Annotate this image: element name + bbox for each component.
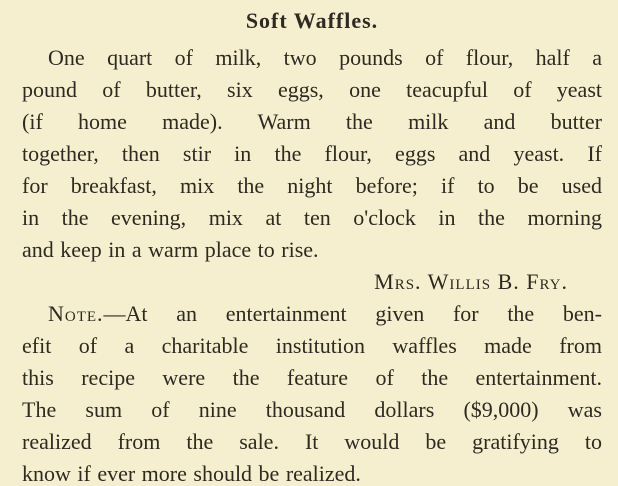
- note-line: this recipe were the feature of the entertainment.: [22, 365, 602, 390]
- recipe-body-line: pound of butter, six eggs, one teacupful of yeast: [22, 77, 602, 102]
- note-first-line: [22, 298, 602, 330]
- note-line: realized from the sale. It would be gratifying to: [22, 429, 602, 454]
- note-line: efit of a charitable institution waffles made from: [22, 333, 602, 358]
- recipe-body-line: One quart of milk, two pounds of flour, half a: [48, 45, 602, 70]
- recipe-body-line: (if home made). Warm the milk and butter: [22, 109, 602, 134]
- recipe-body-line: in the evening, mix at ten o'clock in the morning: [22, 205, 602, 230]
- note-line: The sum of nine thousand dollars ($9,000) was: [22, 397, 602, 422]
- note-lead: Note.: [48, 301, 104, 326]
- recipe-body-line: together, then stir in the flour, eggs and yeast. If: [22, 141, 602, 166]
- note-line: know if ever more should be realized.: [22, 461, 361, 486]
- recipe-note: [22, 298, 602, 486]
- recipe-body: [22, 42, 602, 266]
- recipe-body-line: for breakfast, mix the night before; if to be used: [22, 173, 602, 198]
- recipe-signature: Mrs. Willis B. Fry.: [374, 269, 568, 294]
- note-first-line-rest: —At an entertainment given for the ben-: [103, 301, 602, 326]
- recipe-body-line: and keep in a warm place to rise.: [22, 237, 319, 262]
- recipe-title: Soft Waffles.: [245, 8, 379, 33]
